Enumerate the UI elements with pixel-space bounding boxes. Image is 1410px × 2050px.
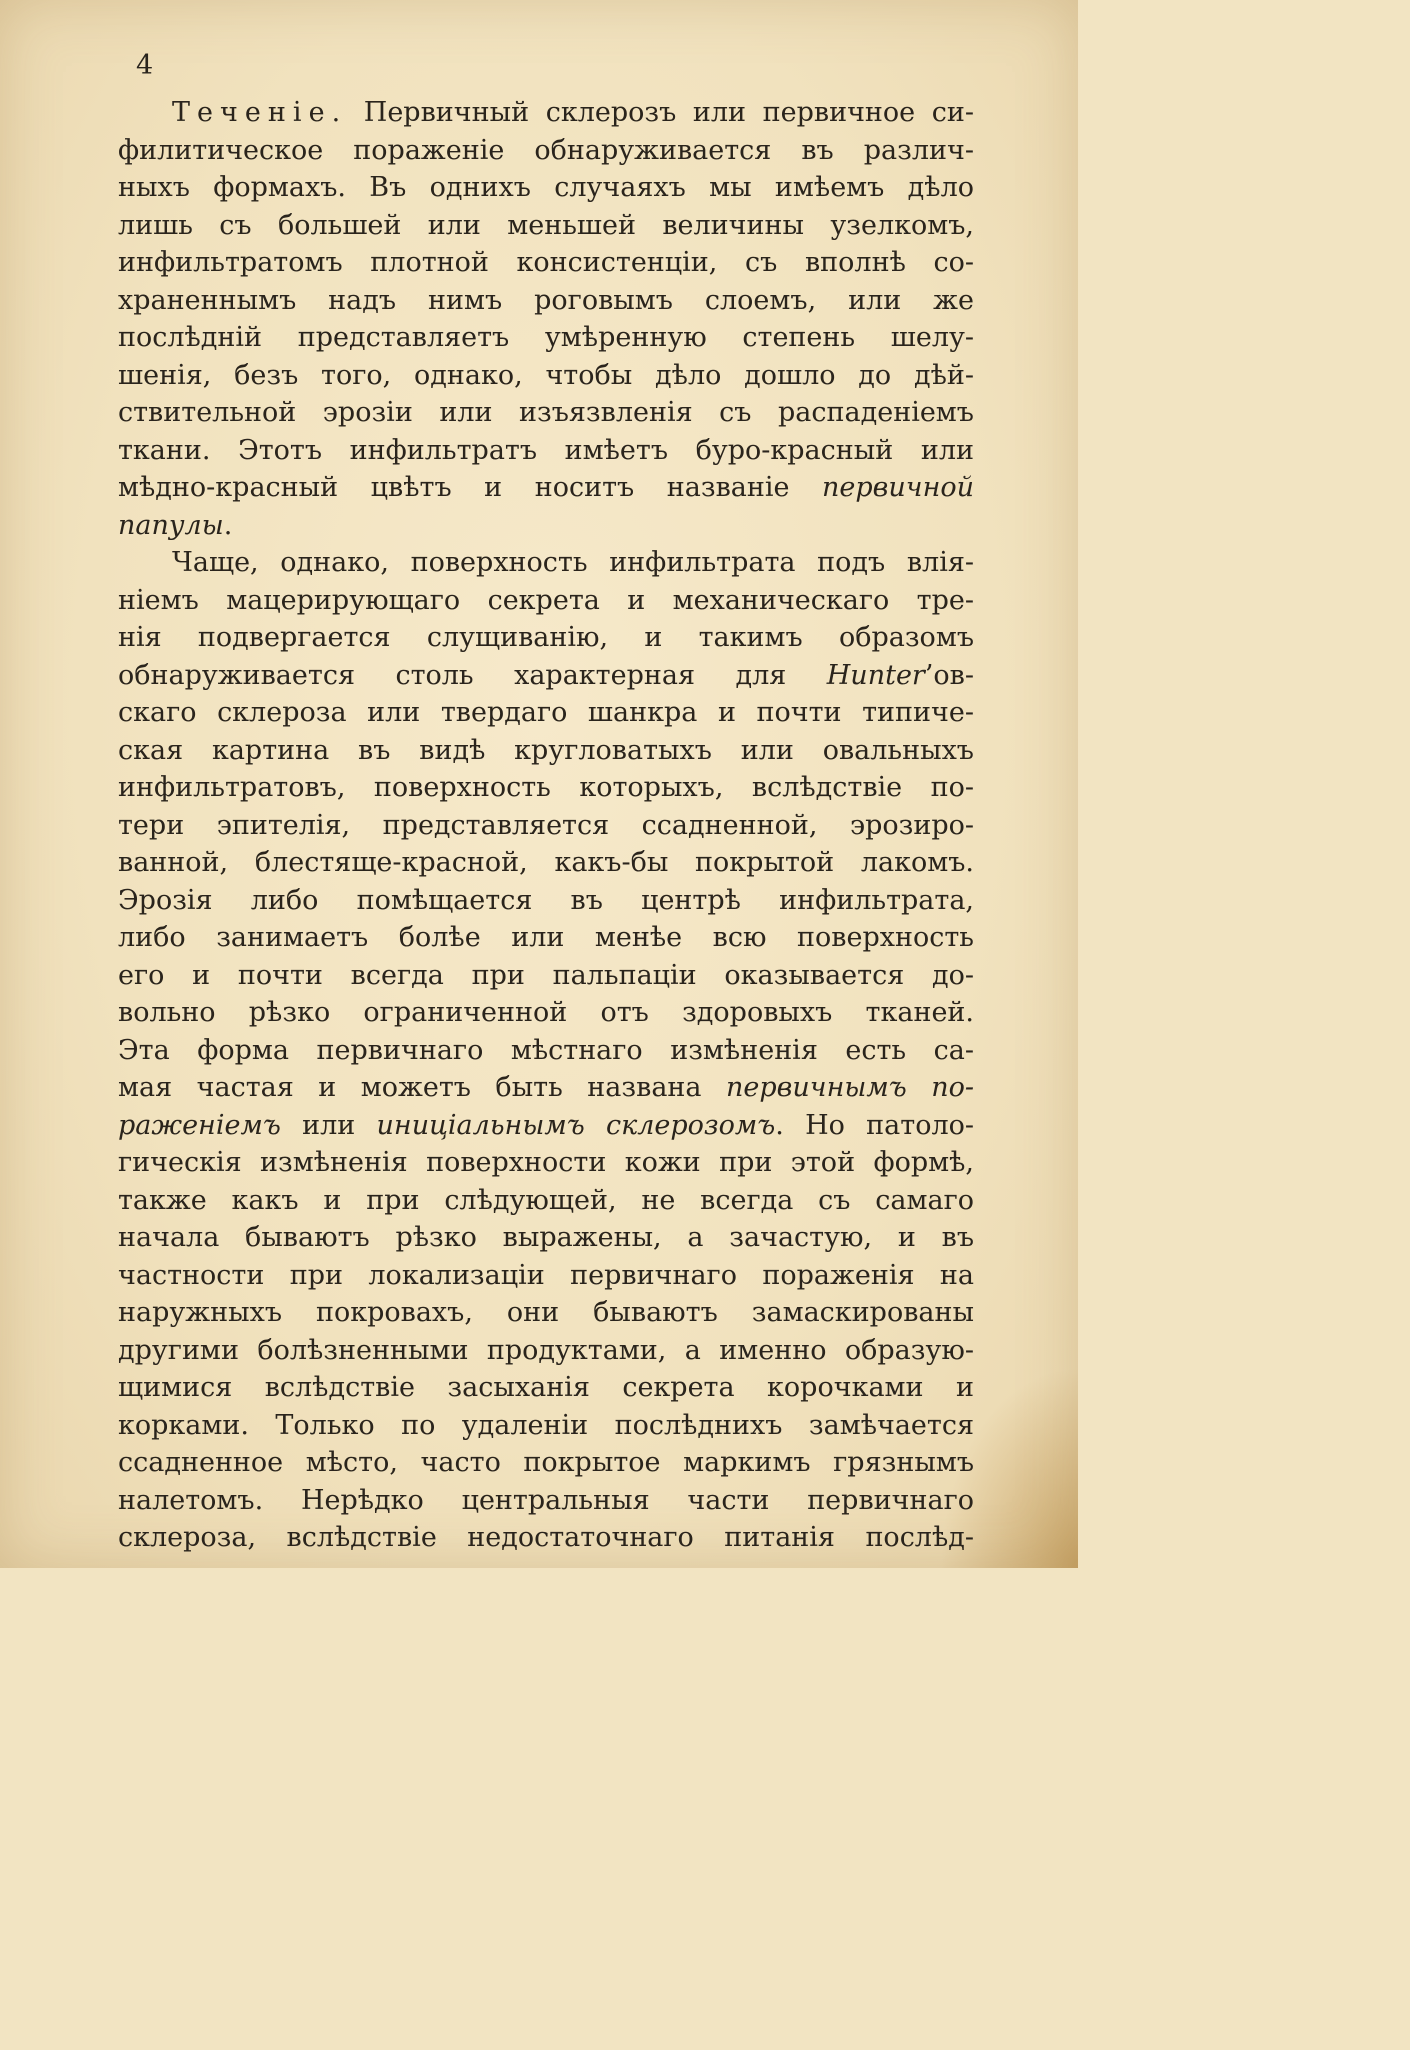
text-run: мая частая и можетъ быть названа bbox=[118, 1072, 727, 1103]
text-run: ствительной эрозіи или изъязвленія съ распаденіемъ bbox=[118, 397, 974, 428]
text-run: послѣдній представляетъ умѣренную степень шелу- bbox=[118, 322, 974, 353]
text-run: обнаруживается столь характерная для bbox=[118, 659, 827, 691]
text-run: ская картина въ видѣ кругловатыхъ или овальныхъ bbox=[118, 734, 974, 766]
text-line bbox=[118, 1519, 974, 1557]
text-run: ’ов- bbox=[924, 659, 974, 691]
text-run: храненнымъ надъ нимъ роговымъ слоемъ, или же bbox=[118, 284, 974, 316]
italic-term: раженіемъ bbox=[118, 1109, 281, 1141]
text-run: другими болѣзненными продуктами, а именно образую- bbox=[118, 1334, 974, 1366]
text-run: Эта форма первичнаго мѣстнаго измѣненія есть са- bbox=[118, 1034, 974, 1066]
italic-term: иниціальнымъ склерозомъ bbox=[376, 1109, 776, 1141]
text-line bbox=[118, 319, 974, 357]
text-line bbox=[118, 1069, 974, 1107]
text-run: ніемъ мацерирующаго секрета и механическаго тре- bbox=[118, 584, 974, 616]
text-line bbox=[118, 1444, 974, 1482]
text-line bbox=[118, 1032, 974, 1070]
text-line bbox=[118, 994, 974, 1032]
text-run: . bbox=[223, 509, 233, 541]
text-line bbox=[118, 469, 974, 507]
text-line bbox=[118, 94, 974, 132]
text-line bbox=[118, 1407, 974, 1445]
text-run: тери эпителія, представляется ссадненной, эрозиро- bbox=[118, 809, 974, 841]
text-line bbox=[118, 919, 974, 957]
text-run: ныхъ формахъ. Въ однихъ случаяхъ мы имѣемъ дѣло bbox=[118, 172, 974, 203]
text-line bbox=[118, 957, 974, 995]
text-line bbox=[118, 1107, 974, 1145]
text-run: либо занимаетъ болѣе или менѣе всю поверхность bbox=[118, 922, 974, 953]
text-run: инфильтратовъ, поверхность которыхъ, вслѣдствіе по- bbox=[118, 772, 974, 803]
text-line bbox=[118, 657, 974, 695]
text-run: инфильтратомъ плотной консистенціи, съ вполнѣ со- bbox=[118, 247, 974, 278]
text-run: наружныхъ покровахъ, они бываютъ замаскированы bbox=[118, 1297, 974, 1328]
text-run: щимися вслѣдствіе засыханія секрета корочками и bbox=[118, 1372, 974, 1403]
italic-term: первичной bbox=[822, 472, 974, 503]
text-line bbox=[118, 732, 974, 770]
text-line bbox=[118, 694, 974, 732]
text-run: Эрозія либо помѣщается въ центрѣ инфильтрата, bbox=[118, 884, 974, 916]
text-run: налетомъ. Нерѣдко центральныя части первичнаго bbox=[118, 1484, 974, 1516]
text-run: . Но патоло- bbox=[775, 1109, 974, 1141]
text-line bbox=[118, 1332, 974, 1370]
text-run: шенія, безъ того, однако, чтобы дѣло дошло до дѣй- bbox=[118, 359, 974, 391]
text-line bbox=[118, 244, 974, 282]
text-run: Первичный склерозъ или первичное си- bbox=[347, 97, 974, 128]
text-line bbox=[118, 1369, 974, 1407]
text-run: мѣдно-красный цвѣтъ и носитъ названіе bbox=[118, 472, 823, 503]
text-line bbox=[118, 357, 974, 395]
text-line bbox=[118, 507, 974, 545]
text-run: Чаще, однако, поверхность инфильтрата подъ влія- bbox=[172, 547, 974, 578]
text-run: филитическое пораженіе обнаруживается въ различ- bbox=[118, 134, 974, 166]
text-run: склероза, вслѣдствіе недостаточнаго питанія послѣд- bbox=[118, 1522, 974, 1553]
text-run: ссадненное мѣсто, часто покрытое маркимъ грязнымъ bbox=[118, 1447, 974, 1478]
text-line bbox=[118, 844, 974, 882]
body-text bbox=[118, 94, 974, 1557]
text-run: также какъ и при слѣдующей, не всегда съ самаго bbox=[118, 1184, 974, 1216]
text-line bbox=[118, 544, 974, 582]
text-line bbox=[118, 1294, 974, 1332]
text-line bbox=[118, 1182, 974, 1220]
text-line bbox=[118, 207, 974, 245]
text-line bbox=[118, 1144, 974, 1182]
text-line bbox=[118, 769, 974, 807]
text-line bbox=[118, 619, 974, 657]
text-line bbox=[118, 432, 974, 470]
text-run: или bbox=[280, 1109, 377, 1141]
section-heading: Теченіе. bbox=[172, 97, 348, 128]
text-run: начала бываютъ рѣзко выражены, а зачастую, и въ bbox=[118, 1222, 974, 1253]
text-run: нія подвергается слущиванію, и такимъ образомъ bbox=[118, 622, 974, 653]
text-line bbox=[118, 1482, 974, 1520]
text-run: скаго склероза или твердаго шанкра и почти типиче- bbox=[118, 697, 974, 728]
text-run: его и почти всегда при пальпаціи оказывается до- bbox=[118, 959, 974, 991]
text-line bbox=[118, 582, 974, 620]
italic-term: первичнымъ по- bbox=[726, 1072, 975, 1103]
text-run: гическія измѣненія поверхности кожи при этой формѣ, bbox=[118, 1147, 974, 1178]
text-line bbox=[118, 394, 974, 432]
text-line bbox=[118, 169, 974, 207]
text-line bbox=[118, 807, 974, 845]
text-run: ткани. Этотъ инфильтратъ имѣетъ буро-красный или bbox=[118, 434, 974, 466]
italic-term: Hunter bbox=[826, 659, 925, 691]
page-number: 4 bbox=[136, 50, 154, 81]
text-run: корками. Только по удаленіи послѣднихъ замѣчается bbox=[118, 1409, 974, 1441]
italic-term: папулы bbox=[118, 509, 224, 541]
text-line bbox=[118, 282, 974, 320]
text-run: ванной, блестяще-красной, какъ-бы покрытой лакомъ. bbox=[118, 847, 974, 878]
text-run: частности при локализаціи первичнаго пораженія на bbox=[118, 1259, 974, 1291]
text-line bbox=[118, 1219, 974, 1257]
text-run: вольно рѣзко ограниченной отъ здоровыхъ тканей. bbox=[118, 997, 974, 1028]
text-line bbox=[118, 1257, 974, 1295]
text-line bbox=[118, 882, 974, 920]
text-run: лишь съ большей или меньшей величины узелкомъ, bbox=[118, 209, 974, 241]
text-line bbox=[118, 132, 974, 170]
